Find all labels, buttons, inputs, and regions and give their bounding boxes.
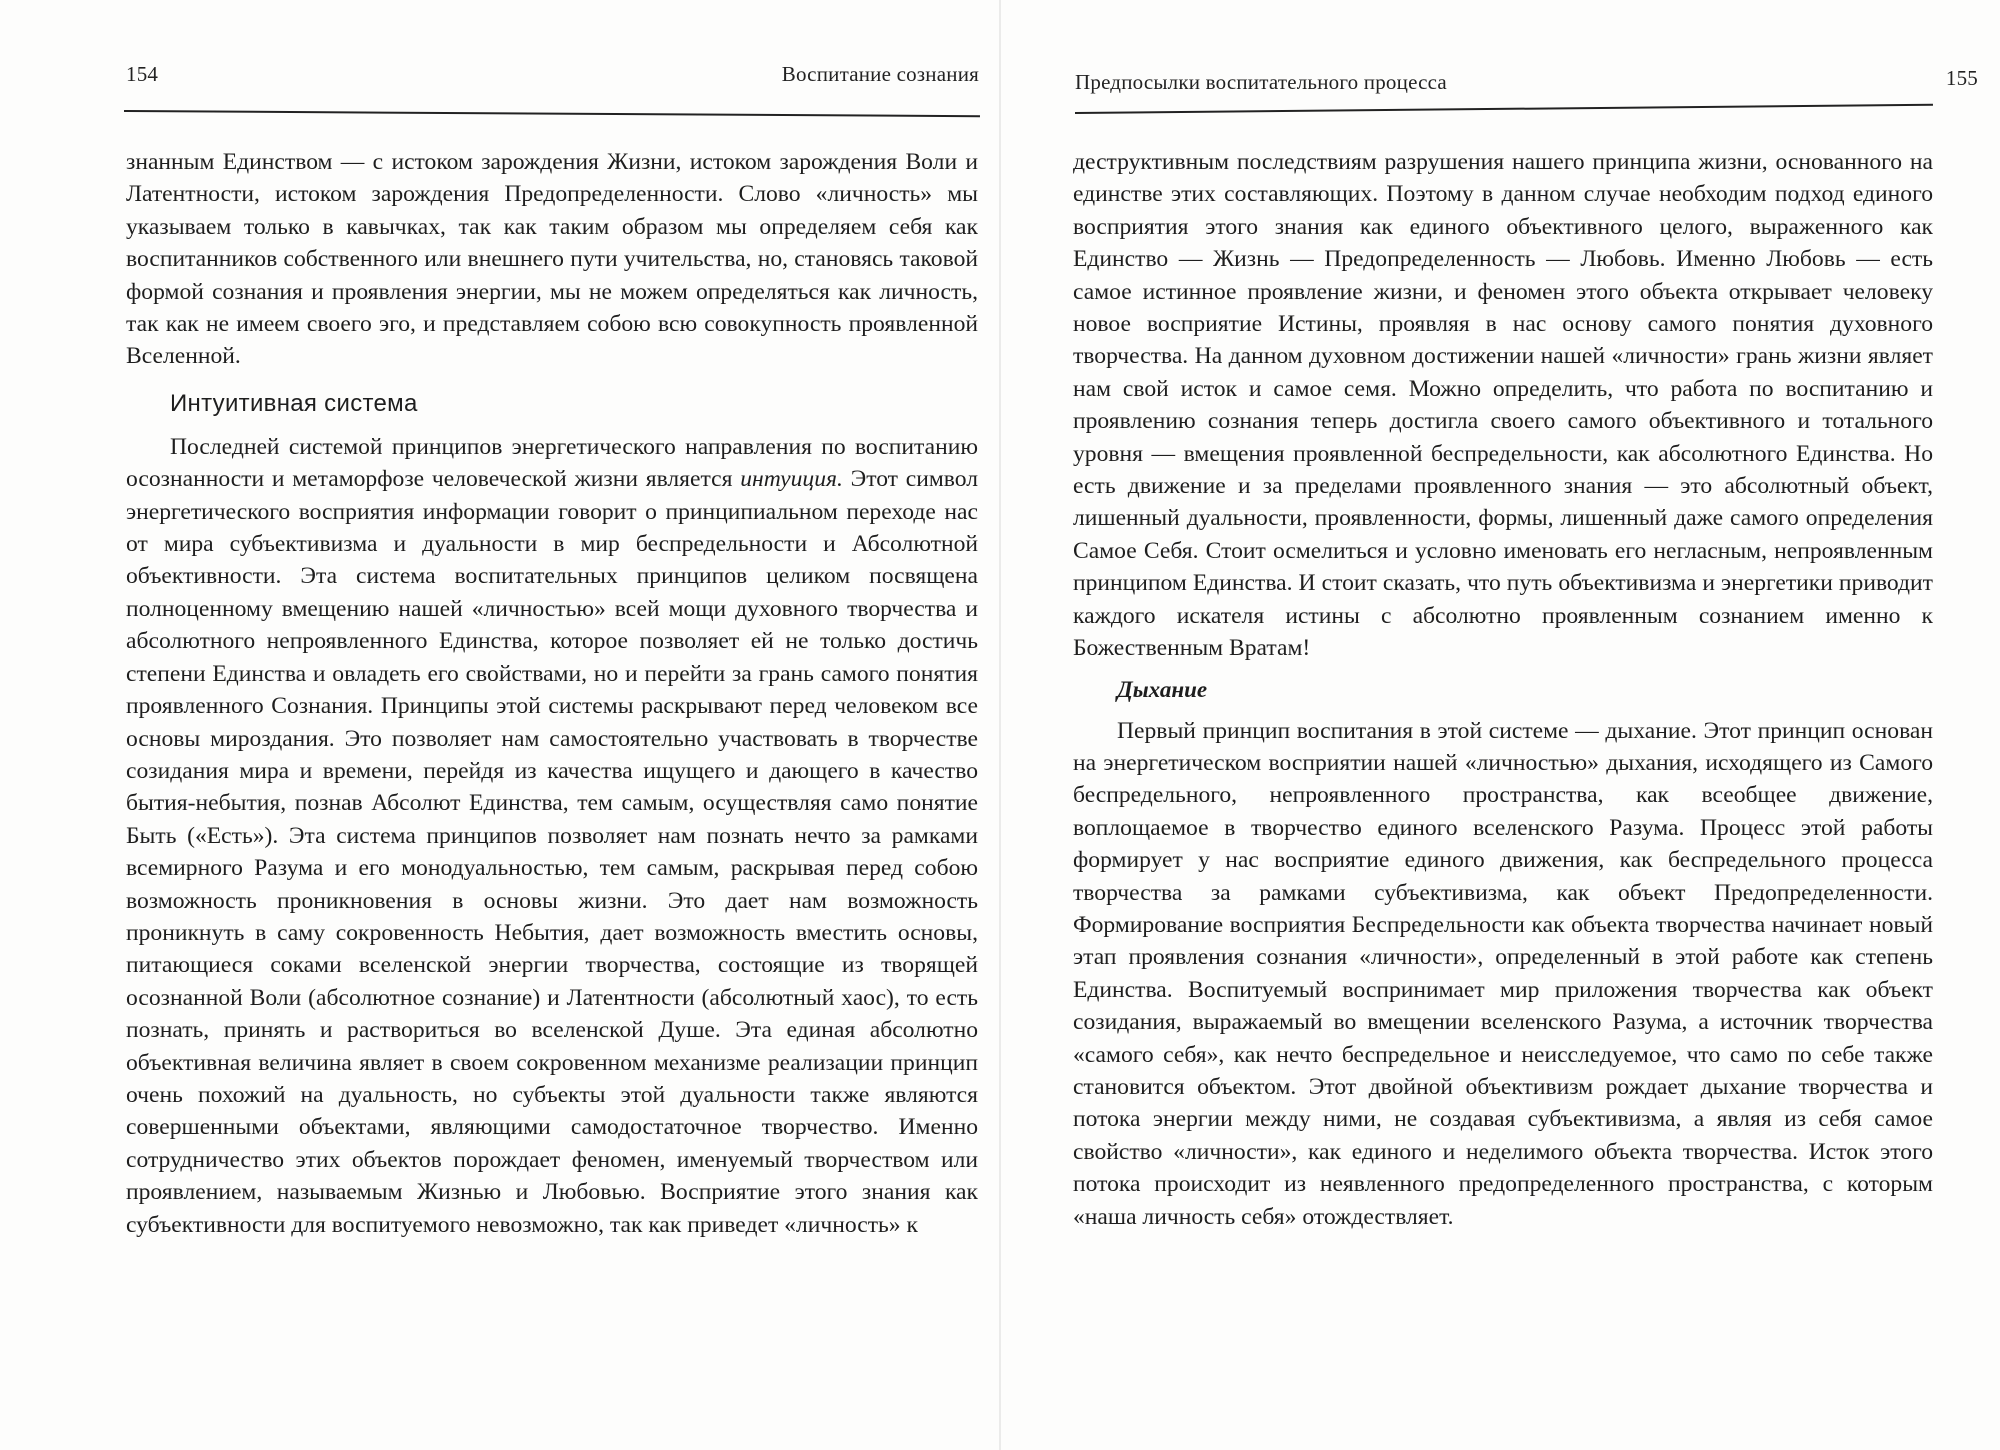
section-heading: Интуитивная система: [170, 389, 418, 417]
sub-heading: Дыхание: [1117, 676, 1208, 702]
left-page: [0, 0, 999, 1450]
page-number: 155: [1945, 66, 1978, 90]
paragraph: Первый принцип воспитания в этой системе — дыхание. Этот принцип основан на энергетическом восприятии нашей «личностью» дыхания, исходящего из Самого беспредельного, непроявленного пространства, как всеобщее движение, воплощаемое в творчество единого вселенского Разума. Процесс этой работы формирует у нас восприятие единого движения, как беспредельного процесса творчества за рамками субъективизма, как объект Предопределенности. Формирование восприятия Беспредельности как объекта творчества начинает новый этап проявления сознания «личности», определенный в этой работе как степень Единства. Воспитуемый воспринимает мир приложения творчества как объект созидания, выражаемый во вмещении вселенского Разума, а источник творчества «самого себя», как нечто беспредельное и неисследуемое, что само по себе также становится объектом. Этот двойной объективизм рождает дыхание творчества и потока энергии между ними, не создавая субъективизма, а являя из себя самое свойство «личности», как единого и неделимого объекта творчества. Исток этого потока происходит из неявленного предопределенного пространства, с которым «наша личность себя» отождествляет.: [1073, 717, 1933, 1230]
paragraph-text: Этот символ энергетического восприятия информации говорит о принципиальном переходе нас от мира субъективизма и дуальности в мир беспредельности и Абсолютной объективности. Эта система воспитательных принципов целиком посвящена полноценному вмещению нашей «личностью» всей мощи духовного творчества и абсолютного непроявленного Единства, которое позволяет ей не только достичь степени Единства и овладеть его свойствами, но и перейти за грань самого понятия проявленного Сознания. Принципы этой системы раскрывают перед человеком все основы мироздания. Это позволяет нам самостоятельно участвовать в творчестве созидания мира и времени, перейдя из качества ищущего и дающего в качество бытия-небытия, познав Абсолют Единства, тем самым, осуществляя само понятие Быть («Есть»). Эта система принципов позволяет нам познать нечто за рамками всемирного Разума и его монодуальностью, тем самым, раскрывая перед собою возможность проникновения в основы жизни. Это дает нам возможность проникнуть в саму сокровенность Небытия, дает возможность вместить основы, питающиеся соками вселенской энергии творчества, состоящие из творящей осознанной Воли (абсолютное сознание) и Латентности (абсолютный хаос), то есть познать, принять и раствориться во вселенской Душе. Эта единая абсолютно объективная величина являет в своем сокровенном механизме реализации принцип очень похожий на дуальность, но субъекты этой дуальности также являются совершенными объектами, являющими самодостаточное творчество. Именно сотрудничество этих объектов порождает феномен, именуемый творчеством или проявлением, называемым Жизнью и Любовью. Восприятие этого знания как субъективности для воспитуемого невозможно, так как приведет «личность» к: [126, 466, 979, 1238]
page-number: 154: [126, 62, 159, 86]
running-title: Воспитание сознания: [781, 62, 979, 86]
paragraph-text: Последней системой принципов энергетического направления по воспитанию осознанности и метаморфозе человеческой жизни является: [126, 433, 978, 493]
running-title: Предпосылки воспитательного процесса: [1075, 70, 1447, 94]
body-text: [1073, 146, 1933, 1233]
header-rule: [1075, 104, 1933, 114]
paragraph: знанным Единством — с истоком зарождения Жизни, истоком зарождения Воли и Латентности, истоком зарождения Предопределенности. Слово «личность» мы указываем только в кавычках, так как таким образом мы определяем себя как воспитанников собственного или внешнего пути учительства, но, становясь таковой формой сознания и проявления энергии, мы не можем определяться как личность, так как не имеем своего эго, и представляем собою всю совокупность проявленной Вселенной.: [126, 149, 978, 370]
right-page: [1001, 0, 2000, 1450]
body-text: [126, 146, 978, 1241]
header-rule: [124, 110, 980, 117]
paragraph: деструктивным последствиям разрушения нашего принципа жизни, основанного на единстве этих составляющих. Поэтому в данном случае необходим подход единого восприятия этого знания как единого объективного целого, выраженного как Единство — Жизнь — Предопределенность — Любовь. Именно Любовь — есть самое истинное проявление жизни, и феномен этого объекта открывает человеку новое восприятие Истины, проявляя в нас основу самого понятия духовного творчества. На данном духовном достижении нашей «личности» грань жизни являет нам свой исток и самое семя. Можно определить, что работа по воспитанию и проявлению сознания теперь достигла своего самого объективного и тотального уровня — вмещения проявленной беспредельности, как абсолютного Единства. Но есть движение и за пределами проявленного знания — это абсолютный объект, лишенный дуальности, проявленности, формы, лишенный даже самого определения Самое Себя. Стоит осмелиться и условно именовать его негласным, непроявленным принципом Единства. И стоит сказать, что путь объективизма и энергетики приводит каждого искателя истины с абсолютно проявленным сознанием именно к Божественным Вратам!: [1073, 149, 1933, 662]
paragraph: [126, 431, 978, 1241]
italic-term: интуиция.: [740, 466, 843, 493]
